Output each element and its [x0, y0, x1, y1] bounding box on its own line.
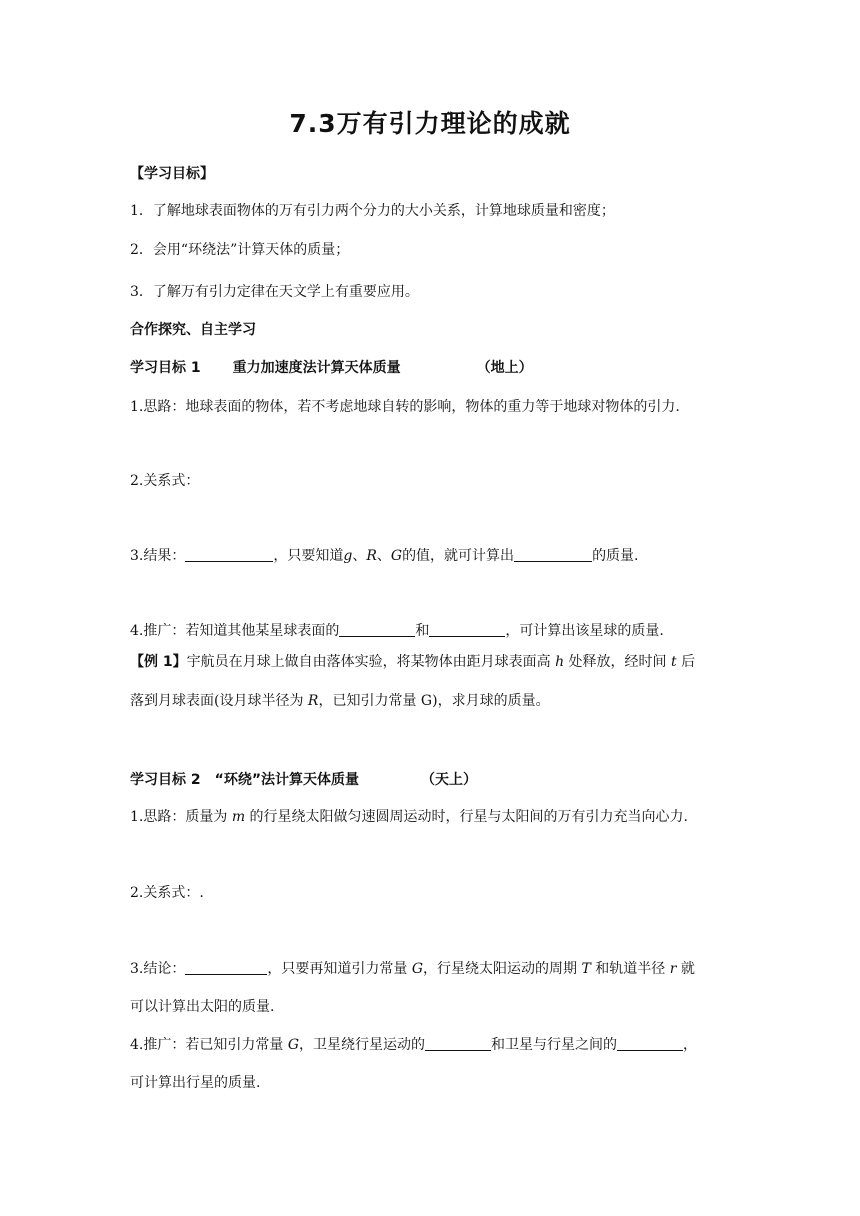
section-heading: 合作探究、自主学习 — [130, 322, 256, 338]
goal1-relation: 2.关系式： — [130, 473, 200, 489]
goal2-conclusion-line2: 可以计算出太阳的质量. — [130, 999, 275, 1015]
extend2-blank-2[interactable] — [617, 1036, 683, 1051]
extend-blank-2[interactable] — [429, 622, 505, 637]
goal1-idea: 1.思路：地球表面的物体，若不考虑地球自转的影响，物体的重力等于地球对物体的引力. — [130, 399, 680, 415]
page-title: 7.3万有引力理论的成就 — [289, 109, 571, 138]
goal2-relation: 2.关系式：. — [130, 885, 204, 901]
goal1-label: 学习目标 1 — [130, 360, 201, 376]
goal2-name: “环绕”法计算天体质量 — [214, 772, 360, 788]
result-label: 3.结果： — [130, 548, 186, 564]
conclusion-blank[interactable] — [185, 960, 267, 975]
goal1-result: 3.结果： ，只要知道g、R、G的值，就可计算出 的质量. — [130, 548, 639, 564]
objective-item-2: 2．会用“环绕法”计算天体的质量； — [130, 242, 350, 258]
example1-line1: 【例 1】宇航员在月球上做自由落体实验，将某物体由距月球表面高 h 处释放，经时间 t 后 — [130, 654, 696, 670]
goal2-extend-line2: 可计算出行星的质量. — [130, 1075, 261, 1091]
var-g: g — [343, 548, 353, 564]
goal2-tag: （天上） — [421, 772, 478, 788]
var-R: R — [366, 548, 377, 564]
goal1-name: 重力加速度法计算天体质量 — [232, 360, 401, 376]
objective-item-1: 1．了解地球表面物体的万有引力两个分力的大小关系，计算地球质量和密度； — [130, 203, 615, 219]
result-blank-2[interactable] — [514, 547, 592, 562]
extend-blank-1[interactable] — [339, 622, 415, 637]
example1-label: 【例 1】 — [130, 654, 187, 670]
result-blank-1[interactable] — [185, 547, 273, 562]
goal2-conclusion: 3.结论： ，只要再知道引力常量 G，行星绕太阳运动的周期 T 和轨道半径 r 就 — [130, 961, 695, 977]
goal2-label: 学习目标 2 — [130, 772, 201, 788]
example1-line2: 落到月球表面(设月球半径为 R，已知引力常量 G)，求月球的质量。 — [130, 693, 550, 709]
var-G: G — [390, 548, 403, 564]
objectives-heading: 【学习目标】 — [130, 166, 214, 182]
goal2-idea: 1.思路：质量为 m 的行星绕太阳做匀速圆周运动时，行星与太阳间的万有引力充当向心力. — [130, 809, 688, 825]
goal1-tag: （地上） — [476, 360, 533, 376]
objective-item-3: 3．了解万有引力定律在天文学上有重要应用。 — [130, 284, 419, 300]
goal2-extend: 4.推广：若已知引力常量 G，卫星绕行星运动的 和卫星与行星之间的 ， — [130, 1037, 697, 1053]
goal1-extend: 4.推广：若知道其他某星球表面的 和 ，可计算出该星球的质量. — [130, 623, 664, 639]
goal1-heading — [130, 358, 533, 378]
goal2-heading — [130, 770, 477, 790]
extend2-blank-1[interactable] — [425, 1036, 491, 1051]
